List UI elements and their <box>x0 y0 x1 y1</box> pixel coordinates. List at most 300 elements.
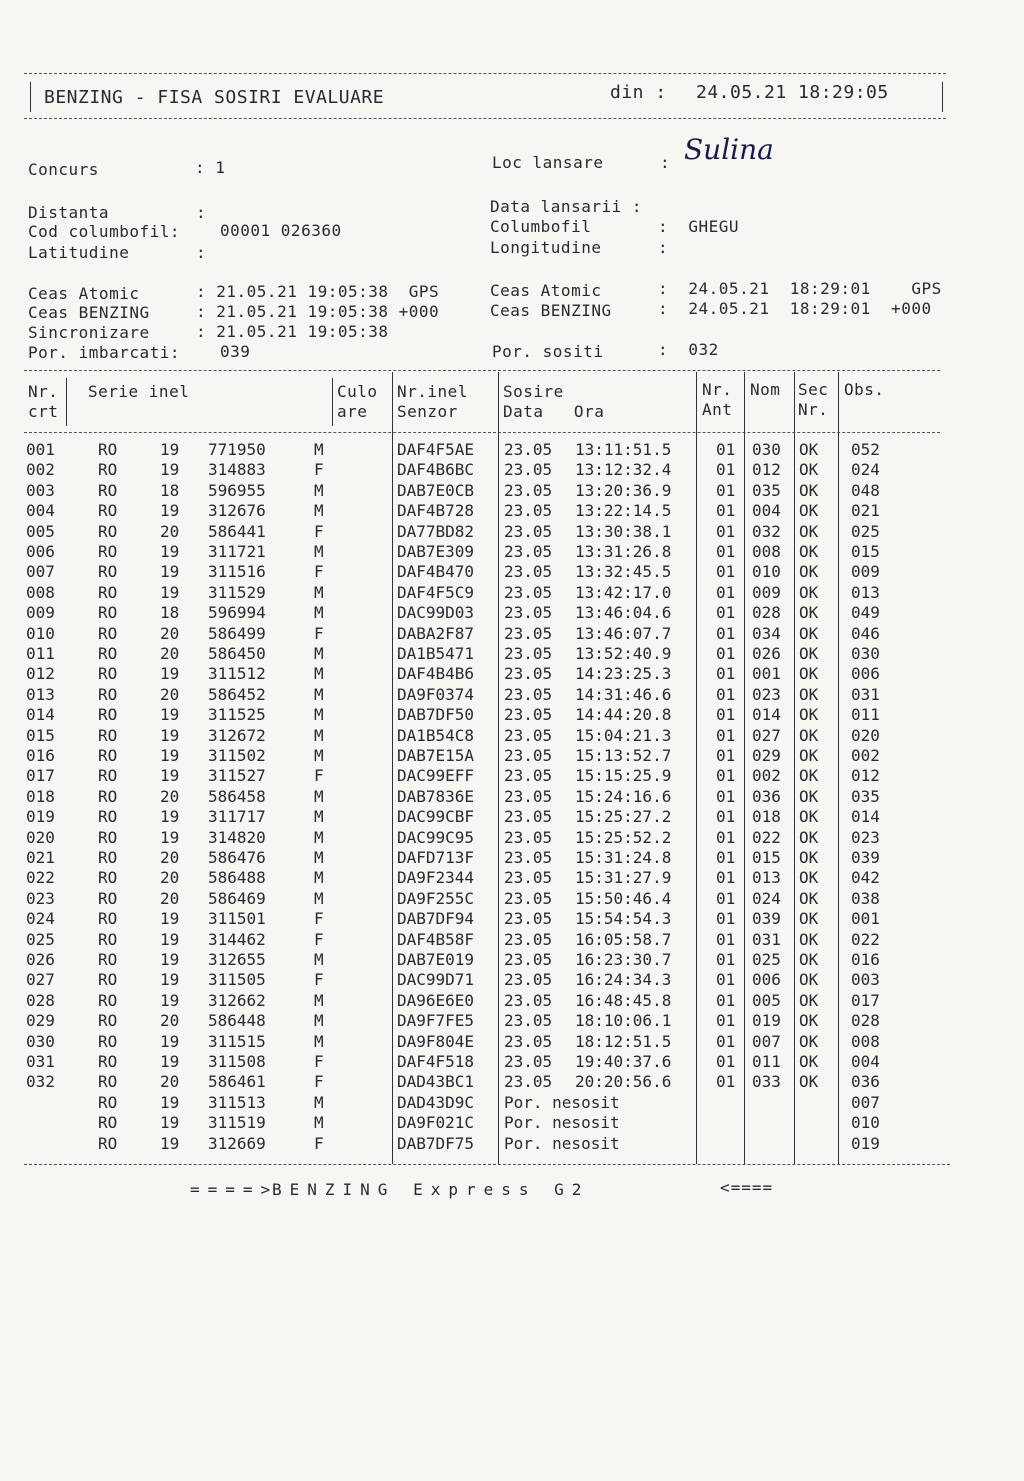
cell-sensor: DA9F0374 <box>397 684 475 704</box>
cell-obs: 008 <box>851 1031 880 1051</box>
table-row <box>0 1032 1024 1053</box>
cell-country: RO <box>98 1011 118 1031</box>
cell-date: 23.05 <box>504 868 553 888</box>
cell-antenna: 01 <box>716 460 736 480</box>
cell-ring-number: 586441 <box>208 521 266 541</box>
distanta-label: Distanta <box>28 203 110 222</box>
cell-country: RO <box>98 929 118 949</box>
th-obs: Obs. <box>844 380 885 399</box>
cell-antenna: 01 <box>716 684 736 704</box>
cell-antenna: 01 <box>716 664 736 684</box>
table-row <box>0 685 1024 706</box>
table-header-rule <box>24 432 940 433</box>
latitudine-label: Latitudine <box>28 243 130 262</box>
cell-nom: 015 <box>752 848 781 867</box>
cell-sex: M <box>314 440 324 459</box>
cell-date: 23.05 <box>504 929 553 949</box>
cell-crt: 030 <box>26 1031 55 1051</box>
cell-country: RO <box>98 868 118 888</box>
cell-sex: F <box>314 562 324 582</box>
cell-ring-number: 586448 <box>208 1011 266 1031</box>
cell-sex: F <box>314 929 324 949</box>
table-row <box>0 603 1024 624</box>
cell-sec: OK <box>799 725 819 745</box>
cell-year: 20 <box>160 684 180 704</box>
cell-sec: OK <box>799 644 819 663</box>
cell-year: 19 <box>160 766 180 786</box>
cell-country: RO <box>98 848 118 867</box>
concurs-label: Concurs <box>28 160 99 179</box>
cell-ring-number: 314883 <box>208 460 266 480</box>
footer-right-arrow: <==== <box>720 1178 774 1197</box>
cell-time: 15:24:16.6 <box>575 786 672 806</box>
cell-sex: M <box>314 644 324 663</box>
cell-crt: 024 <box>26 909 55 929</box>
cell-sensor: DAC99EFF <box>397 766 475 786</box>
cell-date: 23.05 <box>504 664 553 684</box>
cod-columbofil-label: Cod columbofil: <box>28 222 180 241</box>
cell-nom: 008 <box>752 542 781 561</box>
table-row <box>0 501 1024 522</box>
cell-country: RO <box>98 480 118 500</box>
cell-date: 23.05 <box>504 644 553 663</box>
cell-time: 14:44:20.8 <box>575 705 672 725</box>
cell-ring-number: 312672 <box>208 725 266 745</box>
cell-sensor: DAF4B6BC <box>397 460 475 480</box>
cell-sensor: DAF4F5C9 <box>397 582 475 602</box>
cell-obs: 030 <box>851 644 880 663</box>
cell-nom: 004 <box>752 501 781 521</box>
cell-sex: M <box>314 1031 324 1051</box>
cell-antenna: 01 <box>716 521 736 541</box>
cell-year: 19 <box>160 664 180 684</box>
cell-year: 19 <box>160 1092 180 1112</box>
columbofil-label: Columbofil <box>490 217 592 236</box>
cell-sex: M <box>314 1113 324 1133</box>
cell-sensor: DA9F7FE5 <box>397 1011 475 1031</box>
cell-antenna: 01 <box>716 766 736 786</box>
ceas-atomic-start-value: : 21.05.21 19:05:38 GPS <box>196 282 440 301</box>
cell-obs: 038 <box>851 888 880 908</box>
ceas-benzing-start-label: Ceas BENZING <box>28 303 150 322</box>
cell-sec: OK <box>799 1011 819 1031</box>
cell-sec: OK <box>799 827 819 847</box>
cell-ring-number: 311525 <box>208 705 266 725</box>
cell-crt: 007 <box>26 562 55 582</box>
cell-date: 23.05 <box>504 950 553 969</box>
cell-obs: 052 <box>851 440 880 459</box>
cell-year: 20 <box>160 1072 180 1092</box>
cell-nom: 019 <box>752 1011 781 1031</box>
cell-country: RO <box>98 440 118 459</box>
cell-crt: 019 <box>26 807 55 827</box>
cell-crt: 018 <box>26 786 55 806</box>
cell-sensor: DAC99C95 <box>397 827 475 847</box>
cell-sensor: DAF4F5AE <box>397 440 475 459</box>
title-top-rule <box>24 73 946 74</box>
cell-ring-number: 311513 <box>208 1092 266 1112</box>
table-row <box>0 705 1024 726</box>
cell-obs: 007 <box>851 1092 880 1112</box>
cell-nom: 009 <box>752 582 781 602</box>
th-culoare-2: are <box>337 402 368 421</box>
cell-time: 13:46:04.6 <box>575 603 672 623</box>
table-row <box>0 828 1024 849</box>
cell-obs: 024 <box>851 460 880 480</box>
cell-ring-number: 586476 <box>208 848 266 867</box>
cell-sensor: DABA2F87 <box>397 623 475 643</box>
cell-time: 13:11:51.5 <box>575 440 672 459</box>
cell-date: 23.05 <box>504 623 553 643</box>
cell-crt: 003 <box>26 480 55 500</box>
sincronizare-value: : 21.05.21 19:05:38 <box>196 322 389 341</box>
footer-brand: BENZING Express G2 <box>272 1180 590 1199</box>
table-row <box>0 807 1024 828</box>
cell-date: 23.05 <box>504 684 553 704</box>
ceas-benzing-end-value: : 24.05.21 18:29:01 +000 <box>658 299 932 318</box>
cell-obs: 001 <box>851 909 880 929</box>
cell-date: Por. nesosit <box>504 1092 620 1112</box>
cell-crt: 031 <box>26 1052 55 1071</box>
cell-time: 13:22:14.5 <box>575 501 672 521</box>
cell-nom: 028 <box>752 603 781 623</box>
longitudine-label: Longitudine <box>490 238 602 257</box>
table-row <box>0 1011 1024 1032</box>
cell-year: 20 <box>160 623 180 643</box>
cell-crt: 002 <box>26 460 55 480</box>
th-nr-inel-1: Nr.inel <box>397 382 468 401</box>
cell-nom: 029 <box>752 746 781 765</box>
cell-date: 23.05 <box>504 888 553 908</box>
cell-ring-number: 771950 <box>208 440 266 459</box>
cell-sensor: DAF4B4B6 <box>397 664 475 684</box>
cell-ring-number: 311502 <box>208 746 266 765</box>
cell-nom: 024 <box>752 888 781 908</box>
cell-sec: OK <box>799 623 819 643</box>
table-row <box>0 481 1024 502</box>
cell-sec: OK <box>799 848 819 867</box>
cell-nom: 012 <box>752 460 781 480</box>
cell-sec: OK <box>799 1052 819 1071</box>
data-lansarii-label: Data lansarii : <box>490 197 642 216</box>
cell-sensor: DA9F804E <box>397 1031 475 1051</box>
cell-antenna: 01 <box>716 827 736 847</box>
th-sec-1: Sec <box>798 380 829 399</box>
cell-country: RO <box>98 888 118 908</box>
cell-year: 19 <box>160 929 180 949</box>
cell-time: 18:12:51.5 <box>575 1031 672 1051</box>
cell-country: RO <box>98 990 118 1010</box>
cell-date: 23.05 <box>504 582 553 602</box>
cell-sec: OK <box>799 868 819 888</box>
cell-sec: OK <box>799 521 819 541</box>
din-label: din : <box>610 82 667 103</box>
cell-crt: 011 <box>26 644 55 663</box>
table-bottom-rule <box>24 1164 950 1165</box>
cell-sex: M <box>314 1092 324 1112</box>
cell-date: 23.05 <box>504 562 553 582</box>
cell-obs: 036 <box>851 1072 880 1092</box>
cell-obs: 006 <box>851 664 880 684</box>
col-sep-crt-header <box>66 378 67 426</box>
cell-antenna: 01 <box>716 786 736 806</box>
th-serie-inel: Serie inel <box>88 382 190 401</box>
cell-ring-number: 312662 <box>208 990 266 1010</box>
cell-nom: 023 <box>752 684 781 704</box>
cell-antenna: 01 <box>716 725 736 745</box>
cell-ring-number: 586499 <box>208 623 266 643</box>
cell-nom: 011 <box>752 1052 781 1071</box>
cell-sec: OK <box>799 684 819 704</box>
cell-sex: M <box>314 480 324 500</box>
th-nr-crt-2: crt <box>28 402 59 421</box>
cell-sensor: DAB7E309 <box>397 542 475 561</box>
cell-sec: OK <box>799 990 819 1010</box>
table-row <box>0 950 1024 971</box>
latitudine-value: : <box>196 243 207 262</box>
cell-antenna: 01 <box>716 868 736 888</box>
cell-country: RO <box>98 746 118 765</box>
cell-sec: OK <box>799 542 819 561</box>
cell-sec: OK <box>799 1031 819 1051</box>
cell-time: 15:04:21.3 <box>575 725 672 745</box>
cell-date: Por. nesosit <box>504 1133 620 1153</box>
cell-antenna: 01 <box>716 1031 736 1051</box>
cell-ring-number: 586469 <box>208 888 266 908</box>
cell-sensor: DAC99D71 <box>397 970 475 990</box>
cell-ring-number: 311508 <box>208 1052 266 1071</box>
table-row <box>0 522 1024 543</box>
cell-country: RO <box>98 1072 118 1092</box>
table-row <box>0 848 1024 869</box>
cell-antenna: 01 <box>716 480 736 500</box>
cell-year: 19 <box>160 725 180 745</box>
cell-time: 13:42:17.0 <box>575 582 672 602</box>
cell-country: RO <box>98 827 118 847</box>
cell-obs: 002 <box>851 746 880 765</box>
footer-left-arrow: ====> <box>190 1180 279 1199</box>
cell-nom: 026 <box>752 644 781 663</box>
cell-sec: OK <box>799 480 819 500</box>
cell-sex: F <box>314 970 324 990</box>
cell-country: RO <box>98 1031 118 1051</box>
cell-sec: OK <box>799 460 819 480</box>
cell-time: 16:48:45.8 <box>575 990 672 1010</box>
cell-nom: 002 <box>752 766 781 786</box>
loc-lansare-handwritten: Sulina <box>684 133 774 166</box>
cell-crt: 028 <box>26 990 55 1010</box>
cell-year: 18 <box>160 480 180 500</box>
cell-antenna: 01 <box>716 970 736 990</box>
cell-obs: 012 <box>851 766 880 786</box>
table-row <box>0 644 1024 665</box>
table-row <box>0 889 1024 910</box>
cell-country: RO <box>98 562 118 582</box>
cell-antenna: 01 <box>716 848 736 867</box>
cell-sex: F <box>314 1052 324 1071</box>
cell-sec: OK <box>799 1072 819 1092</box>
loc-lansare-colon: : <box>660 153 671 172</box>
cell-sec: OK <box>799 970 819 990</box>
cell-crt: 023 <box>26 888 55 908</box>
cell-ring-number: 311721 <box>208 542 266 561</box>
cell-country: RO <box>98 1113 118 1133</box>
cell-nom: 032 <box>752 521 781 541</box>
cell-nom: 006 <box>752 970 781 990</box>
cell-crt: 010 <box>26 623 55 643</box>
ceas-atomic-start-label: Ceas Atomic <box>28 284 140 303</box>
cell-nom: 031 <box>752 929 781 949</box>
table-row <box>0 868 1024 889</box>
cell-sex: M <box>314 684 324 704</box>
cell-date: 23.05 <box>504 480 553 500</box>
cell-date: 23.05 <box>504 786 553 806</box>
cell-year: 18 <box>160 603 180 623</box>
cell-antenna: 01 <box>716 440 736 459</box>
cell-crt: 015 <box>26 725 55 745</box>
cell-year: 19 <box>160 460 180 480</box>
cell-crt: 005 <box>26 521 55 541</box>
cell-antenna: 01 <box>716 807 736 827</box>
cell-obs: 023 <box>851 827 880 847</box>
cell-sec: OK <box>799 888 819 908</box>
cell-sex: M <box>314 501 324 521</box>
cell-year: 19 <box>160 1133 180 1153</box>
cell-ring-number: 312669 <box>208 1133 266 1153</box>
table-row <box>0 460 1024 481</box>
cell-country: RO <box>98 1133 118 1153</box>
cell-nom: 013 <box>752 868 781 888</box>
cell-ring-number: 586452 <box>208 684 266 704</box>
cell-crt: 016 <box>26 746 55 765</box>
cod-columbofil-value: 00001 026360 <box>220 221 342 240</box>
cell-time: 15:25:52.2 <box>575 827 672 847</box>
cell-obs: 019 <box>851 1133 880 1153</box>
cell-antenna: 01 <box>716 501 736 521</box>
sincronizare-label: Sincronizare <box>28 323 150 342</box>
cell-year: 20 <box>160 644 180 663</box>
cell-sex: F <box>314 766 324 786</box>
cell-nom: 025 <box>752 950 781 969</box>
cell-crt: 009 <box>26 603 55 623</box>
cell-sex: M <box>314 827 324 847</box>
cell-year: 19 <box>160 1052 180 1071</box>
th-culoare-1: Culo <box>337 382 378 401</box>
cell-year: 19 <box>160 746 180 765</box>
cell-time: 15:54:54.3 <box>575 909 672 929</box>
cell-antenna: 01 <box>716 582 736 602</box>
cell-sec: OK <box>799 950 819 969</box>
th-nr-crt-1: Nr. <box>28 382 59 401</box>
cell-time: 13:32:45.5 <box>575 562 672 582</box>
table-row <box>0 1072 1024 1093</box>
cell-ring-number: 311501 <box>208 909 266 929</box>
table-row <box>0 1093 1024 1114</box>
cell-year: 19 <box>160 909 180 929</box>
table-row <box>0 766 1024 787</box>
cell-antenna: 01 <box>716 888 736 908</box>
cell-country: RO <box>98 582 118 602</box>
cell-year: 19 <box>160 440 180 459</box>
cell-date: 23.05 <box>504 1052 553 1071</box>
cell-antenna: 01 <box>716 644 736 663</box>
cell-sensor: DA1B54C8 <box>397 725 475 745</box>
longitudine-value: : <box>658 238 669 257</box>
cell-ring-number: 311515 <box>208 1031 266 1051</box>
cell-time: 15:31:27.9 <box>575 868 672 888</box>
cell-sex: M <box>314 950 324 969</box>
cell-date: 23.05 <box>504 990 553 1010</box>
title-right-bar <box>942 82 943 112</box>
cell-nom: 039 <box>752 909 781 929</box>
cell-crt: 013 <box>26 684 55 704</box>
cell-obs: 004 <box>851 1052 880 1071</box>
cell-obs: 014 <box>851 807 880 827</box>
cell-date: 23.05 <box>504 807 553 827</box>
cell-crt: 008 <box>26 582 55 602</box>
cell-date: 23.05 <box>504 1011 553 1031</box>
cell-crt: 001 <box>26 440 55 459</box>
cell-obs: 042 <box>851 868 880 888</box>
cell-obs: 046 <box>851 623 880 643</box>
cell-time: 19:40:37.6 <box>575 1052 672 1071</box>
table-row <box>0 970 1024 991</box>
cell-crt: 006 <box>26 542 55 561</box>
cell-ring-number: 311519 <box>208 1113 266 1133</box>
por-imbarcati-value: 039 <box>220 342 251 361</box>
cell-crt: 014 <box>26 705 55 725</box>
cell-country: RO <box>98 603 118 623</box>
cell-date: 23.05 <box>504 970 553 990</box>
cell-sex: M <box>314 786 324 806</box>
table-row <box>0 1134 1024 1155</box>
cell-year: 20 <box>160 888 180 908</box>
cell-crt: 025 <box>26 929 55 949</box>
cell-nom: 001 <box>752 664 781 684</box>
cell-date: 23.05 <box>504 1031 553 1051</box>
cell-sex: F <box>314 521 324 541</box>
cell-sec: OK <box>799 786 819 806</box>
cell-sec: OK <box>799 582 819 602</box>
cell-time: 13:12:32.4 <box>575 460 672 480</box>
cell-year: 19 <box>160 1113 180 1133</box>
cell-sex: F <box>314 623 324 643</box>
cell-ring-number: 586450 <box>208 644 266 663</box>
table-row <box>0 440 1024 461</box>
cell-date: 23.05 <box>504 501 553 521</box>
ceas-atomic-end-label: Ceas Atomic <box>490 281 602 300</box>
cell-nom: 014 <box>752 705 781 725</box>
cell-obs: 049 <box>851 603 880 623</box>
por-sositi-value: : 032 <box>658 340 719 359</box>
cell-year: 19 <box>160 990 180 1010</box>
cell-date: 23.05 <box>504 603 553 623</box>
cell-time: 13:52:40.9 <box>575 644 672 663</box>
cell-sensor: DAB7E0CB <box>397 480 475 500</box>
cell-sex: M <box>314 664 324 684</box>
cell-country: RO <box>98 705 118 725</box>
cell-sec: OK <box>799 501 819 521</box>
th-sosire-2: Data Ora <box>503 402 605 421</box>
cell-country: RO <box>98 909 118 929</box>
cell-country: RO <box>98 766 118 786</box>
cell-obs: 022 <box>851 929 880 949</box>
cell-antenna: 01 <box>716 1072 736 1092</box>
cell-nom: 010 <box>752 562 781 582</box>
cell-obs: 016 <box>851 950 880 969</box>
cell-sex: F <box>314 460 324 480</box>
cell-nom: 034 <box>752 623 781 643</box>
